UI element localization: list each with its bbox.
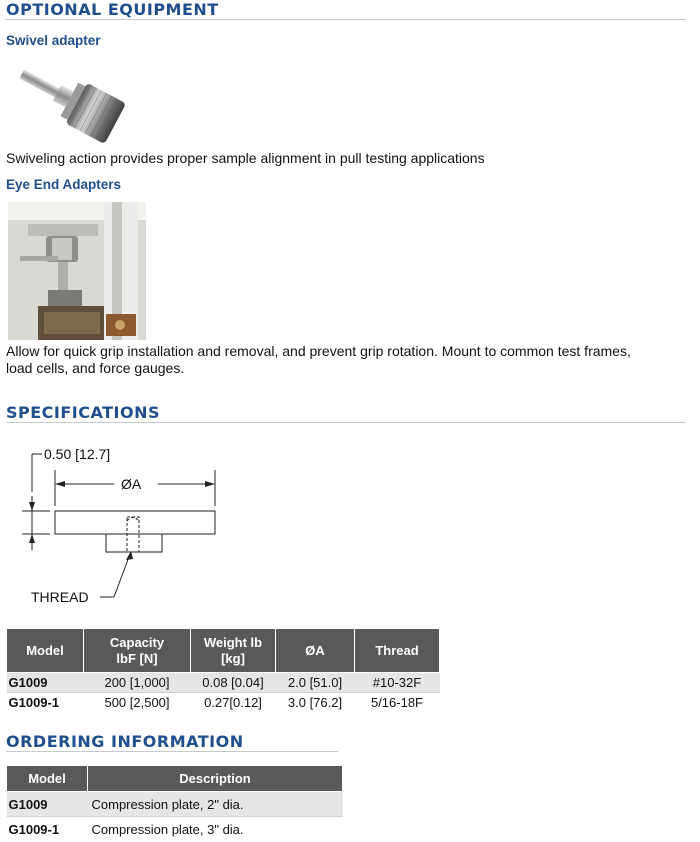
spec-col-weight: Weight lb [kg] xyxy=(191,629,276,673)
swivel-adapter-title: Swivel adapter xyxy=(6,33,101,48)
eye-end-description-line-2: load cells, and force gauges. xyxy=(6,360,185,376)
table-row xyxy=(7,817,343,842)
table-row xyxy=(7,792,343,817)
swivel-adapter-photo xyxy=(8,58,136,148)
ordering-cell-model: G1009 xyxy=(7,792,88,817)
optional-equipment-heading: OPTIONAL EQUIPMENT xyxy=(6,0,219,19)
spec-col-model: Model xyxy=(7,629,84,673)
spec-cell-diameter: 3.0 [76.2] xyxy=(287,695,343,710)
spec-cell-weight: 0.08 [0.04] xyxy=(191,673,276,693)
spec-col-diameter: ØA xyxy=(276,629,355,673)
table-row xyxy=(7,693,440,713)
section-divider xyxy=(6,751,338,752)
spec-col-capacity: Capacity lbF [N] xyxy=(84,629,191,673)
section-divider xyxy=(6,422,686,423)
spec-cell-model: G1009-1 xyxy=(8,695,60,710)
swivel-adapter-description: Swiveling action provides proper sample alignment in pull testing applications xyxy=(6,150,485,166)
spec-cell-diameter: 2.0 [51.0] xyxy=(276,673,355,693)
thickness-label: 0.50 [12.7] xyxy=(44,446,111,462)
thread-label: THREAD xyxy=(31,589,89,605)
ordering-cell-model: G1009-1 xyxy=(8,821,60,837)
ordering-information-heading: ORDERING INFORMATION xyxy=(6,732,244,751)
specifications-table xyxy=(6,628,440,712)
ordering-col-model: Model xyxy=(7,766,88,792)
specifications-heading: SPECIFICATIONS xyxy=(6,403,161,422)
table-row xyxy=(7,673,440,693)
spec-cell-capacity: 500 [2,500] xyxy=(104,695,170,710)
ordering-cell-description: Compression plate, 3" dia. xyxy=(91,821,244,837)
ordering-cell-description: Compression plate, 2" dia. xyxy=(88,792,343,817)
eye-end-adapters-title: Eye End Adapters xyxy=(6,177,122,192)
spec-cell-weight: 0.27[0.12] xyxy=(204,695,262,710)
ordering-col-description: Description xyxy=(88,766,343,792)
plate-dimension-diagram xyxy=(20,442,230,612)
ordering-table xyxy=(6,765,343,842)
diameter-label: ØA xyxy=(121,476,142,492)
spec-cell-thread: 5/16-18F xyxy=(370,695,424,710)
spec-col-thread: Thread xyxy=(355,629,440,673)
spec-cell-thread: #10-32F xyxy=(355,673,440,693)
spec-cell-model: G1009 xyxy=(7,673,84,693)
eye-end-description-line-1: Allow for quick grip installation and removal, and prevent grip rotation. Mount to common test frames, xyxy=(6,343,631,359)
spec-header-row xyxy=(7,629,440,673)
ordering-header-row xyxy=(7,766,343,792)
section-divider xyxy=(6,19,686,20)
eye-end-adapter-photo xyxy=(8,202,146,340)
spec-cell-capacity: 200 [1,000] xyxy=(84,673,191,693)
